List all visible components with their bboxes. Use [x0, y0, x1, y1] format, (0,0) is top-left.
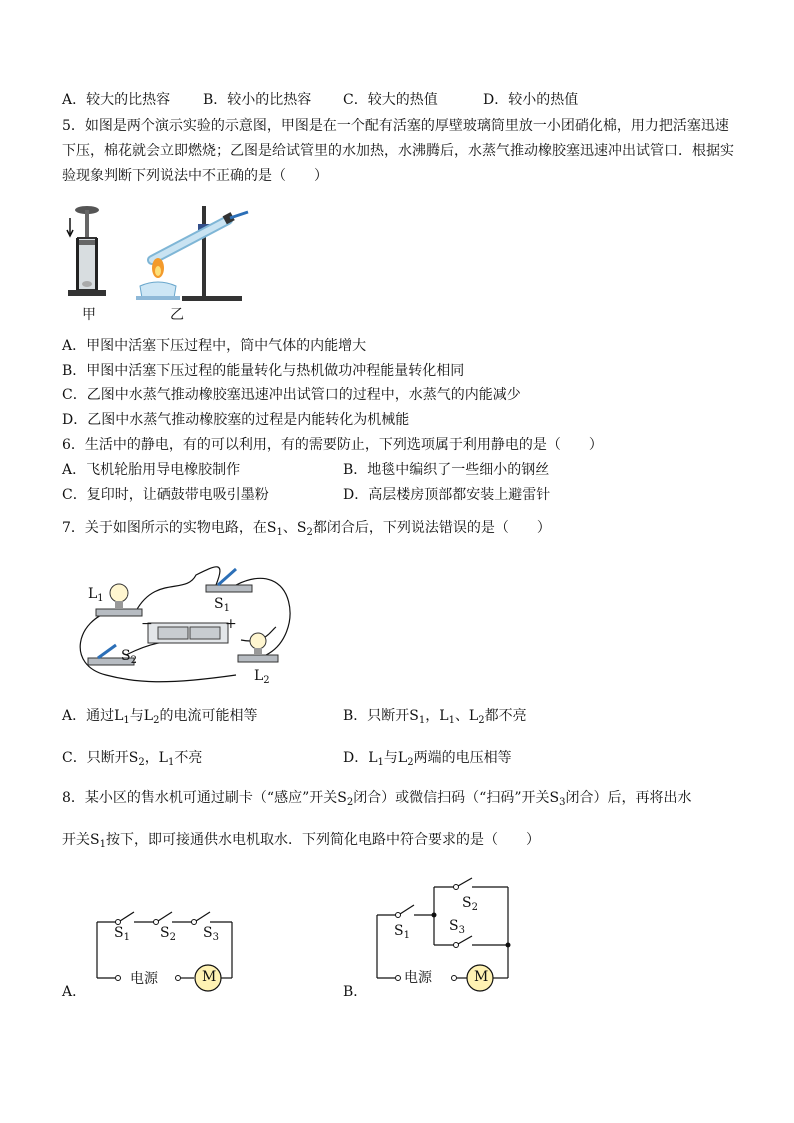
q6-option-a: A．飞机轮胎用导电橡胶制作 [62, 462, 241, 478]
q4-option-d: D．较小的热值 [483, 92, 579, 108]
q6-option-d: D．高层楼房顶部都安装上避雷针 [343, 487, 551, 503]
q7-label-l2: $L_2$ [254, 668, 270, 686]
q7-option-a: A．通过$L_1$与$L_2$的电流可能相等 [62, 708, 258, 726]
q5-stem-line-2: 下压，棉花就会立即燃烧；乙图是给试管里的水加热，水沸腾后，水蒸气推动橡胶塞迅速冲出试管口．根据实 [62, 143, 734, 159]
q8-circuit-b [370, 875, 520, 995]
q8-b-label-s1: $S_1$ [394, 923, 410, 941]
q8-stem-line-2: 开关$S_1$按下，即可接通供水电机取水．下列简化电路中符合要求的是（ ） [62, 832, 540, 850]
q7-label-s1: $S_1$ [214, 596, 230, 614]
q7-label-minus: − [141, 616, 153, 632]
q5-figure-jia-label: 甲 [82, 307, 96, 323]
q5-option-c: C．乙图中水蒸气推动橡胶塞迅速冲出试管口的过程中，水蒸气的内能减少 [62, 387, 521, 403]
q8-a-power-source-label: 电源 [130, 971, 158, 987]
q4-option-c: C．较大的热值 [343, 92, 438, 108]
q8-b-power-source-label: 电源 [404, 970, 432, 986]
q8-b-label-s3: $S_3$ [449, 918, 465, 936]
q5-option-a: A．甲图中活塞下压过程中，筒中气体的内能增大 [62, 338, 367, 354]
q8-b-label-s2: $S_2$ [462, 895, 478, 913]
q8-option-a: A． [62, 984, 87, 1000]
q8-circuit-a [90, 900, 240, 995]
q5-option-d: D．乙图中水蒸气推动橡胶塞的过程是内能转化为机械能 [62, 412, 410, 428]
q8-a-label-s3: $S_3$ [203, 925, 219, 943]
q8-a-label-s1: $S_1$ [114, 925, 130, 943]
q8-b-motor-label: M [474, 969, 489, 985]
q5-figure-yi [130, 198, 260, 313]
q5-stem-line-3: 验现象判断下列说法中不正确的是（ ） [62, 168, 328, 184]
q4-option-b: B．较小的比热容 [203, 92, 312, 108]
q5-figure-yi-label: 乙 [170, 307, 184, 323]
q5-stem-line-1: 5．如图是两个演示实验的示意图，甲图是在一个配有活塞的厚壁玻璃筒里放一小团硝化棉，用力把活塞迅速 [62, 118, 729, 134]
q7-option-b: B．只断开$S_1$，$L_1$、$L_2$都不亮 [343, 708, 527, 726]
q6-option-c: C．复印时，让硒鼓带电吸引墨粉 [62, 487, 269, 503]
q6-option-b: B．地毯中编织了一些细小的钢丝 [343, 462, 550, 478]
q5-figure-jia [62, 200, 112, 315]
q7-label-s2: $S_2$ [121, 648, 137, 666]
q7-option-d: D．$L_1$与$L_2$两端的电压相等 [343, 750, 512, 768]
q8-a-label-s2: $S_2$ [160, 925, 176, 943]
q8-a-motor-label: M [202, 969, 217, 985]
q5-option-b: B．甲图中活塞下压过程的能量转化与热机做功冲程能量转化相同 [62, 363, 465, 379]
q7-label-plus: + [225, 616, 237, 632]
q8-option-b: B． [343, 984, 368, 1000]
q7-stem: 7．关于如图所示的实物电路，在$S_1$、$S_2$都闭合后，下列说法错误的是（ ） [62, 520, 551, 538]
q4-option-a: A．较大的比热容 [62, 92, 171, 108]
q8-stem-line-1: 8．某小区的售水机可通过刷卡（“感应”开关$S_2$闭合）或微信扫码（“扫码”开关$S_3$闭合）后，再将出水 [62, 790, 692, 808]
q7-label-l1: $L_1$ [88, 586, 104, 604]
q6-stem: 6．生活中的静电，有的可以利用，有的需要防止，下列选项属于利用静电的是（ ） [62, 437, 603, 453]
q7-option-c: C．只断开$S_2$，$L_1$不亮 [62, 750, 203, 768]
